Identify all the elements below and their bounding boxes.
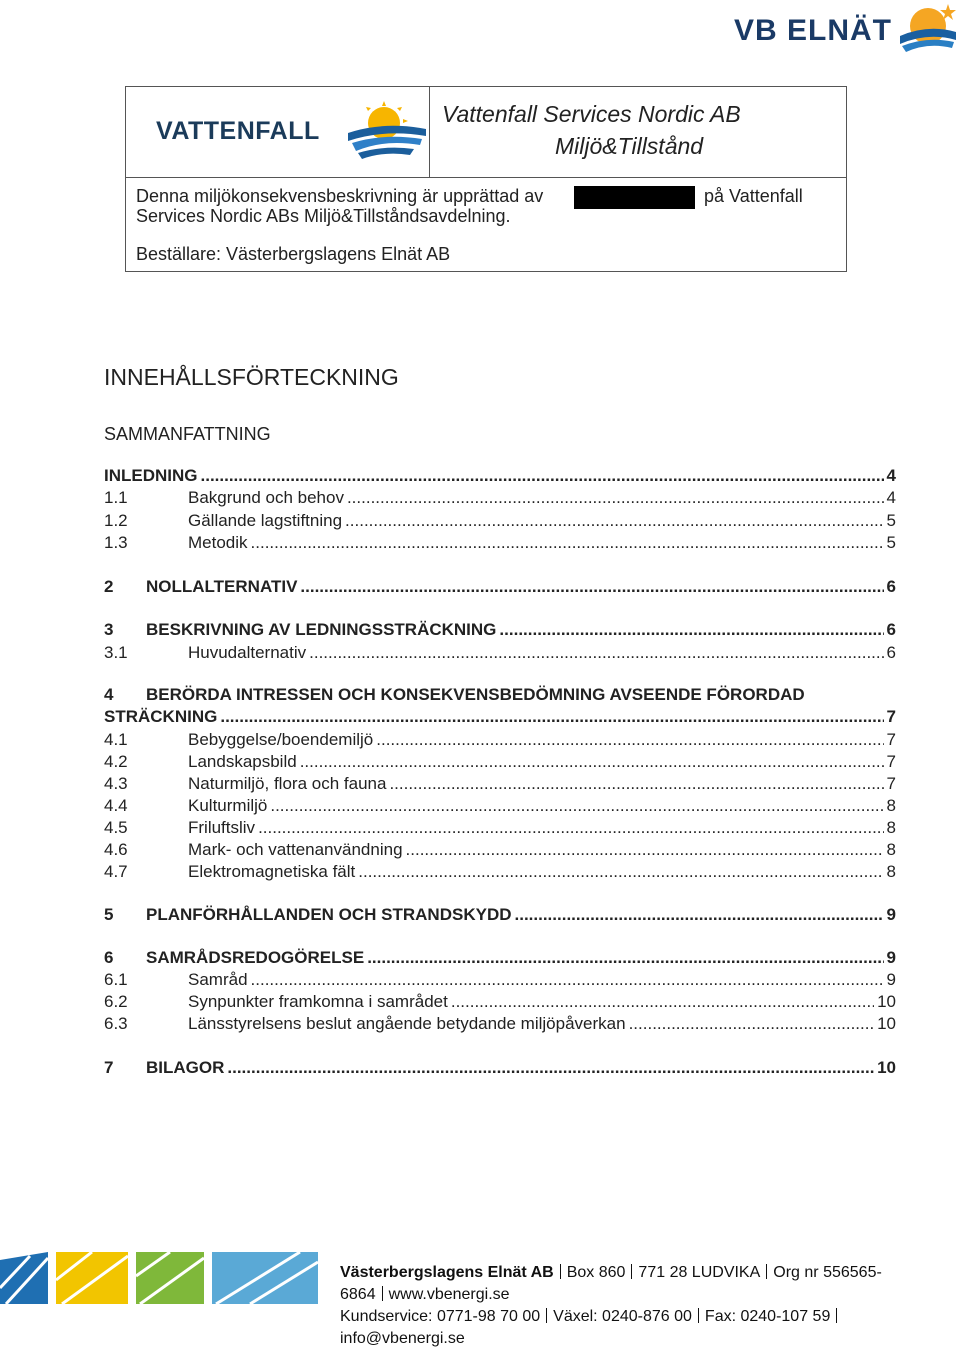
toc-entry-page: 4 — [886, 466, 896, 485]
toc-entry[interactable] — [104, 861, 896, 883]
toc-dot-leader — [309, 642, 883, 664]
toc-entry-number: 2 — [104, 577, 114, 596]
toc-entry-number: 3.1 — [104, 643, 128, 662]
toc-entry[interactable] — [104, 947, 896, 969]
footer-stripes-graphic — [0, 1252, 318, 1304]
toc-entry-number: 5 — [104, 905, 114, 924]
footer-org: Org nr 556565- — [773, 1264, 882, 1281]
footer-company: Västerbergslagens Elnät AB — [340, 1264, 554, 1281]
toc-entry-label: STRÄCKNING — [104, 707, 218, 726]
toc-entry-page: 4 — [886, 488, 896, 507]
footer-fax: Fax: 0240-107 59 — [704, 1308, 831, 1325]
toc-entry-label: Samråd — [188, 970, 248, 989]
footer-customer-service: Kundservice: 0771-98 70 00 — [340, 1308, 541, 1325]
prepared-by-org: på Vattenfall — [704, 186, 803, 206]
toc-dot-leader — [629, 1013, 875, 1035]
toc-entry-page: 6 — [886, 620, 896, 639]
footer-postal: 771 28 LUDVIKA — [638, 1264, 761, 1281]
toc-dot-leader — [451, 991, 874, 1013]
toc-entry-number: 4.3 — [104, 774, 128, 793]
toc-entry[interactable] — [104, 487, 896, 509]
toc-dot-leader — [406, 839, 884, 861]
toc-entry-label: Bebyggelse/boendemiljö — [188, 730, 374, 749]
toc-dot-leader — [227, 1057, 874, 1079]
toc-entry-label: Friluftsliv — [188, 818, 256, 837]
toc-entry-number: 4.7 — [104, 862, 128, 881]
footer-line-2 — [340, 1286, 510, 1304]
toc-entry-page: 7 — [886, 752, 896, 771]
client-text: Beställare: Västerbergslagens Elnät AB — [136, 244, 451, 264]
toc-dot-leader — [258, 817, 883, 839]
toc-dot-leader — [270, 795, 883, 817]
header-box — [125, 86, 847, 272]
toc-title: INNEHÅLLSFÖRTECKNING — [104, 364, 399, 390]
footer-web-link[interactable]: www.vbenergi.se — [388, 1286, 510, 1303]
toc-entry[interactable] — [104, 619, 896, 641]
toc-dot-leader — [201, 465, 884, 487]
toc-entry-page: 8 — [886, 796, 896, 815]
toc-entry-label: Landskapsbild — [188, 752, 297, 771]
toc-dot-leader — [358, 861, 883, 883]
toc-entry-page: 6 — [886, 643, 896, 662]
toc-entry-number: 3 — [104, 620, 114, 639]
toc-entry[interactable] — [104, 465, 896, 487]
toc-entry-page: 9 — [886, 948, 896, 967]
toc-entry[interactable] — [104, 576, 896, 598]
company-name: Vattenfall Services Nordic AB — [442, 101, 741, 127]
footer-line-4 — [340, 1330, 465, 1348]
toc-entry-label: SAMRÅDSREDOGÖRELSE — [146, 948, 365, 967]
toc-entry-label: Bakgrund och behov — [188, 488, 344, 507]
toc-entry-label: PLANFÖRHÅLLANDEN OCH STRANDSKYDD — [146, 905, 512, 924]
footer-line-3 — [340, 1308, 843, 1326]
footer-line-1 — [340, 1264, 882, 1282]
toc-entry-number: 1.3 — [104, 533, 128, 552]
toc-entry[interactable] — [104, 684, 896, 706]
toc-entry-number: 7 — [104, 1058, 114, 1077]
prepared-by-text: Denna miljökonsekvensbeskrivning är upprättad av — [136, 186, 544, 206]
toc-entry-page: 9 — [886, 905, 896, 924]
toc-entry-number: 6.3 — [104, 1014, 128, 1033]
toc-entry-label: Länsstyrelsens beslut angående betydande miljöpåverkan — [188, 1014, 626, 1033]
toc-entry[interactable] — [104, 729, 896, 751]
toc-entry[interactable] — [104, 706, 896, 728]
vattenfall-logo-text: VATTENFALL — [156, 117, 320, 145]
toc-entry-label: BESKRIVNING AV LEDNINGSSTRÄCKNING — [146, 620, 497, 639]
toc-entry-label: BERÖRDA INTRESSEN OCH KONSEKVENSBEDÖMNING AVSEENDE FÖRORDAD — [146, 685, 805, 704]
toc-entry-number: 4.6 — [104, 840, 128, 859]
toc-entry-number: 4.2 — [104, 752, 128, 771]
toc-entry[interactable] — [104, 904, 896, 926]
vattenfall-logo — [156, 101, 406, 161]
toc-entry[interactable] — [104, 817, 896, 839]
toc-entry-label: Mark- och vattenanvändning — [188, 840, 403, 859]
toc-entry-label: NOLLALTERNATIV — [146, 577, 298, 596]
toc-entry-number: 4 — [104, 685, 114, 704]
toc-entry-label: BILAGOR — [146, 1058, 225, 1077]
toc-entry-label: INLEDNING — [104, 466, 198, 485]
vb-elnat-logo — [734, 2, 960, 58]
toc-entry-page: 7 — [886, 707, 896, 726]
department-name: Miljö&Tillstånd — [555, 133, 704, 159]
toc-entry-label: Naturmiljö, flora och fauna — [188, 774, 387, 793]
toc-entry-page: 7 — [886, 730, 896, 749]
toc-entry-number: 4.4 — [104, 796, 128, 815]
toc-entry[interactable] — [104, 969, 896, 991]
footer-org-cont: 6864 — [340, 1286, 376, 1303]
toc-entry-page: 9 — [886, 970, 896, 989]
toc-entry-label: Gällande lagstiftning — [188, 511, 343, 530]
toc-entry[interactable] — [104, 991, 896, 1013]
toc-dot-leader — [499, 619, 883, 641]
toc-entry[interactable] — [104, 510, 896, 532]
toc-entry-page: 5 — [886, 511, 896, 530]
toc-entry-page: 5 — [886, 533, 896, 552]
toc-dot-leader — [367, 947, 883, 969]
toc-entry-label: Huvudalternativ — [188, 643, 307, 662]
toc-dot-leader — [300, 751, 884, 773]
toc-entry-page: 6 — [886, 577, 896, 596]
toc-entry-number: 4.1 — [104, 730, 128, 749]
toc-entry-page: 8 — [886, 840, 896, 859]
toc-dot-leader — [220, 706, 883, 728]
toc-entry-number: 6.1 — [104, 970, 128, 989]
redacted-name — [574, 186, 695, 209]
toc-dot-leader — [345, 510, 883, 532]
summary-heading: SAMMANFATTNING — [104, 424, 271, 444]
toc-entry-number: 1.1 — [104, 488, 128, 507]
vattenfall-sun-icon — [344, 101, 430, 161]
toc-entry-page: 8 — [886, 862, 896, 881]
footer-email-link[interactable]: info@vbenergi.se — [340, 1330, 465, 1347]
toc-entry-page: 7 — [886, 774, 896, 793]
vb-elnat-logo-text: VB ELNÄT — [734, 14, 892, 47]
toc-entry[interactable] — [104, 532, 896, 554]
toc-dot-leader — [300, 576, 883, 598]
toc-entry[interactable] — [104, 642, 896, 664]
toc-dot-leader — [376, 729, 883, 751]
toc-entry-label: Kulturmiljö — [188, 796, 268, 815]
toc-entry-label: Synpunkter framkomna i samrådet — [188, 992, 448, 1011]
prepared-by-dept: Services Nordic ABs Miljö&Tillståndsavdelning. — [136, 206, 511, 226]
toc-entry-number: 4.5 — [104, 818, 128, 837]
toc-entry-number: 6 — [104, 948, 114, 967]
toc-entry-label: Elektromagnetiska fält — [188, 862, 356, 881]
toc-dot-leader — [515, 904, 884, 926]
toc-entry[interactable] — [104, 773, 896, 795]
footer-switchboard: Växel: 0240-876 00 — [553, 1308, 692, 1325]
toc-entry[interactable] — [104, 751, 896, 773]
toc-entry-page: 10 — [877, 1014, 896, 1033]
toc-entry[interactable] — [104, 839, 896, 861]
toc-entry[interactable] — [104, 1013, 896, 1035]
toc-entry[interactable] — [104, 795, 896, 817]
footer-box: Box 860 — [566, 1264, 626, 1281]
toc-entry-label: Metodik — [188, 533, 248, 552]
header-divider-horizontal — [126, 177, 846, 178]
toc-entry-page: 8 — [886, 818, 896, 837]
toc-dot-leader — [251, 969, 884, 991]
toc-dot-leader — [347, 487, 884, 509]
toc-entry[interactable] — [104, 1057, 896, 1079]
sun-icon — [892, 2, 960, 60]
toc-entry-page: 10 — [877, 1058, 896, 1077]
toc-entry-number: 6.2 — [104, 992, 128, 1011]
toc-entry-page: 10 — [877, 992, 896, 1011]
toc-dot-leader — [389, 773, 883, 795]
toc-entry-number: 1.2 — [104, 511, 128, 530]
toc-dot-leader — [251, 532, 884, 554]
